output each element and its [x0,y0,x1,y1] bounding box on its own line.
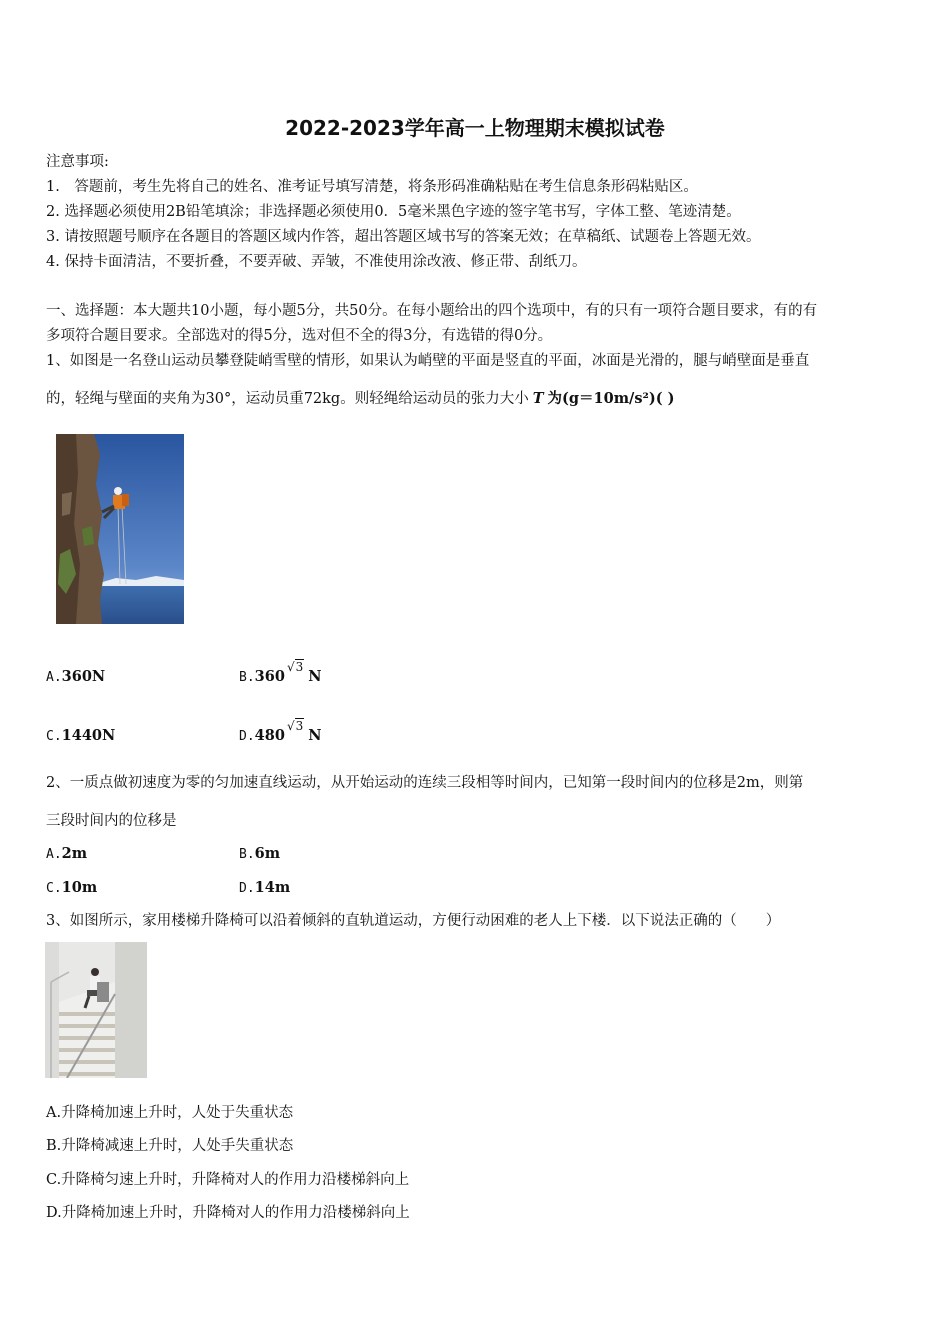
q1-option-b-unit: N [308,668,322,685]
q2-option-a[interactable] [46,845,87,862]
q1-option-a-label: A. [46,670,62,685]
q3-option-a[interactable]: A.升降椅加速上升时，人处于失重状态 [46,1105,294,1121]
q1-option-d-value: 480 [254,727,285,744]
q2-option-d-label: D. [239,881,255,896]
q1-stem-line2-b: 为(g＝10m/s²)( ) [547,390,675,407]
notice-item-4: 4. 保持卡面清洁，不要折叠，不要弄破、弄皱，不准使用涂改液、修正带、刮纸刀。 [46,254,587,270]
q2-option-a-value: 2m [61,845,88,862]
q1-option-d[interactable] [239,719,322,744]
climber-image [56,434,184,624]
q2-option-c-label: C. [46,881,62,896]
q3-option-d[interactable]: D.升降椅加速上升时，升降椅对人的作用力沿楼梯斜向上 [46,1205,410,1221]
q2-option-c[interactable] [46,879,97,896]
q2-option-b-value: 6m [254,845,281,862]
notice-heading: 注意事项: [46,154,109,170]
q2-stem-line2: 三段时间内的位移是 [46,813,177,829]
section1-line1: 一、选择题：本大题共10小题，每小题5分，共50分。在每小题给出的四个选项中，有的只有一项符合题目要求，有的有 [46,303,818,319]
q1-option-c-label: C. [46,729,62,744]
q2-option-d[interactable] [239,879,290,896]
sqrt-icon: √3 [286,660,304,674]
q1-option-b-radicand: 3 [295,660,304,674]
q1-option-d-unit: N [308,727,322,744]
q1-option-a[interactable] [46,668,105,685]
q2-option-d-value: 14m [254,879,291,896]
q3-option-b[interactable]: B.升降椅减速上升时，人处手失重状态 [46,1138,294,1154]
q2-stem-line1: 2、一质点做初速度为零的匀加速直线运动，从开始运动的连续三段相等时间内，已知第一段时间内的位移是2m，则第 [46,775,804,791]
page-title: 2022-2023学年高一上物理期末模拟试卷 [285,116,665,140]
q1-stem-line2 [46,389,674,409]
q2-option-b[interactable] [239,845,280,862]
stairlift-image [45,942,147,1078]
q3-stem-line1: 3、如图所示，家用楼梯升降椅可以沿着倾斜的直轨道运动，方便行动困难的老人上下楼．以下说法正确的（ ） [46,913,781,929]
notice-item-3: 3. 请按照题号顺序在各题目的答题区域内作答，超出答题区域书写的答案无效；在草稿纸、试题卷上答题无效。 [46,229,761,245]
q1-option-c[interactable] [46,727,115,744]
notice-item-2: 2. 选择题必须使用2B铅笔填涂；非选择题必须使用0．5毫米黑色字迹的签字笔书写，字体工整、笔迹清楚。 [46,204,741,220]
q2-option-a-label: A. [46,847,62,862]
section1-line2: 多项符合题目要求。全部选对的得5分，选对但不全的得3分，有选错的得0分。 [46,328,553,344]
q1-option-b[interactable] [239,660,322,685]
q1-stem-line2-a: 的，轻绳与壁面的夹角为30°，运动员重72kg。则轻绳给运动员的张力大小 [46,391,529,407]
q2-option-c-value: 10m [61,879,98,896]
q1-stem-line1: 1、如图是一名登山运动员攀登陡峭雪壁的情形，如果认为峭壁的平面是竖直的平面，冰面是光滑的，腿与峭壁面是垂直 [46,353,810,369]
q1-option-a-value: 360N [61,668,106,685]
q3-option-c[interactable]: C.升降椅匀速上升时，升降椅对人的作用力沿楼梯斜向上 [46,1172,410,1188]
sqrt-icon: √3 [286,719,304,733]
q1-option-b-value: 360 [254,668,285,685]
q1-option-d-label: D. [239,729,255,744]
q2-option-b-label: B. [239,847,255,862]
q1-option-d-radicand: 3 [295,719,304,733]
q1-tension-symbol: T [532,390,544,407]
q1-option-c-value: 1440N [61,727,116,744]
q1-option-b-label: B. [239,670,255,685]
notice-item-1: 1. 答题前，考生先将自己的姓名、准考证号填写清楚，将条形码准确粘贴在考生信息条形码粘贴区。 [46,179,698,195]
